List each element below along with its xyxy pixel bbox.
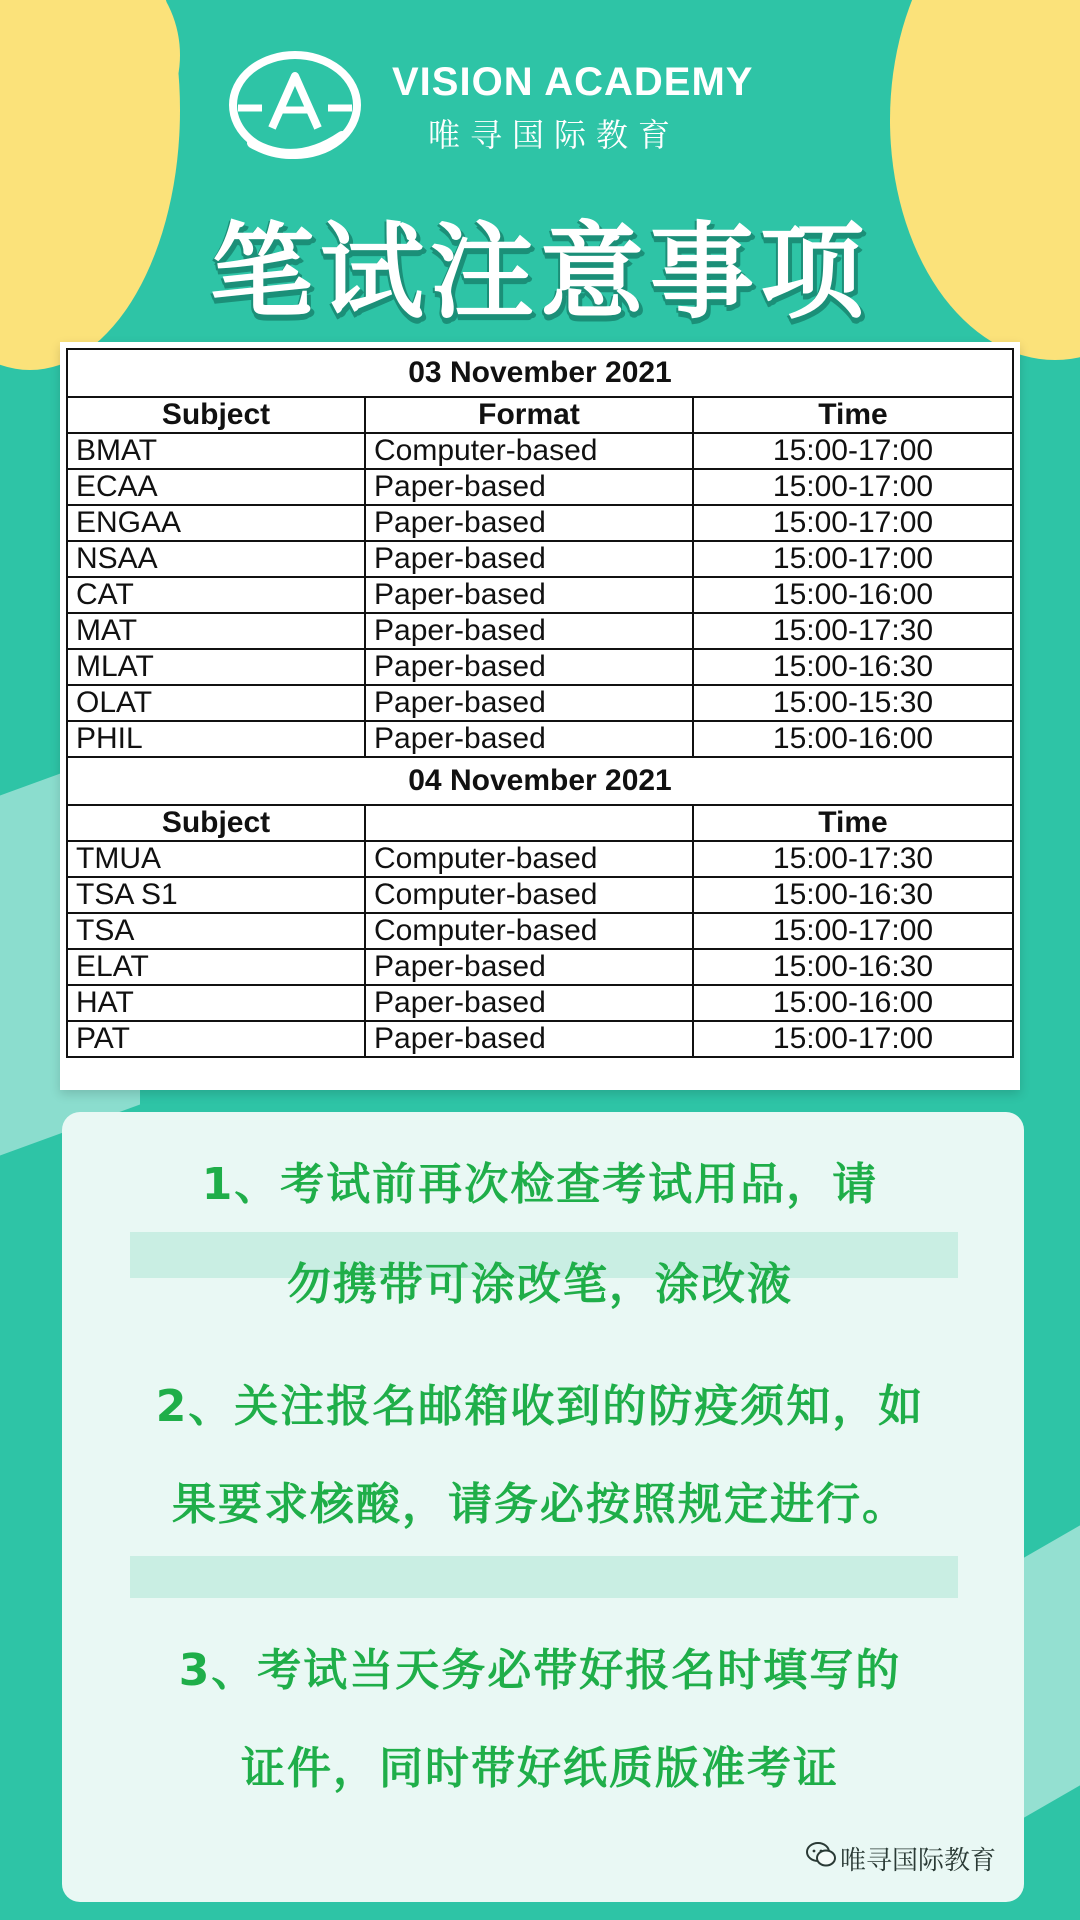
cell-subject: OLAT: [67, 685, 365, 721]
schedule-table-card: [60, 342, 1020, 1090]
cell-time: 15:00-17:30: [693, 841, 1013, 877]
note-3-line-2: 证件，同时带好纸质版准考证: [241, 1743, 839, 1794]
cell-time: 15:00-16:30: [693, 877, 1013, 913]
cell-time: 15:00-17:00: [693, 913, 1013, 949]
cell-format: Paper-based: [365, 1021, 693, 1057]
col-header-format: Format: [365, 397, 693, 433]
cell-subject: BMAT: [67, 433, 365, 469]
header-row: [67, 805, 1013, 841]
cell-subject: ELAT: [67, 949, 365, 985]
cell-time: 15:00-17:00: [693, 1021, 1013, 1057]
header-row: [67, 397, 1013, 433]
cell-subject: CAT: [67, 577, 365, 613]
table-row: [67, 985, 1013, 1021]
note-1-line-2: 勿携带可涂改笔，涂改液: [287, 1259, 793, 1310]
schedule-table: [66, 348, 1014, 1058]
cell-time: 15:00-16:00: [693, 577, 1013, 613]
col-header-format: [365, 805, 693, 841]
table-row: [67, 841, 1013, 877]
cell-time: 15:00-17:30: [693, 613, 1013, 649]
cell-format: Paper-based: [365, 577, 693, 613]
cell-format: Paper-based: [365, 949, 693, 985]
cell-format: Paper-based: [365, 505, 693, 541]
cell-format: Computer-based: [365, 877, 693, 913]
footer-account-name: 唯寻国际教育: [840, 1846, 997, 1876]
note-1-line-1: 1、考试前再次检查考试用品，请: [201, 1159, 879, 1210]
cell-time: 15:00-15:30: [693, 685, 1013, 721]
cell-format: Computer-based: [365, 841, 693, 877]
cell-format: Computer-based: [365, 433, 693, 469]
table-row: [67, 577, 1013, 613]
table-row: [67, 1021, 1013, 1057]
table-row: [67, 721, 1013, 757]
cell-subject: TMUA: [67, 841, 365, 877]
date-header: 04 November 2021: [67, 757, 1013, 805]
col-header-time: Time: [693, 397, 1013, 433]
table-row: [67, 949, 1013, 985]
cell-subject: MAT: [67, 613, 365, 649]
table-row: [67, 469, 1013, 505]
cell-time: 15:00-16:00: [693, 985, 1013, 1021]
cell-subject: TSA S1: [67, 877, 365, 913]
cell-subject: PHIL: [67, 721, 365, 757]
date-row: [67, 757, 1013, 805]
cell-subject: TSA: [67, 913, 365, 949]
table-row: [67, 877, 1013, 913]
table-row: [67, 433, 1013, 469]
cell-time: 15:00-16:00: [693, 721, 1013, 757]
vision-academy-logo-icon: [222, 48, 368, 162]
brand-name-en: VISION ACADEMY: [392, 60, 754, 104]
note-highlight-strip: [130, 1556, 958, 1598]
cell-subject: HAT: [67, 985, 365, 1021]
cell-subject: ENGAA: [67, 505, 365, 541]
note-2-line-2: 果要求核酸，请务必按照规定进行。: [172, 1479, 908, 1530]
cell-subject: NSAA: [67, 541, 365, 577]
cell-time: 15:00-17:00: [693, 433, 1013, 469]
cell-format: Paper-based: [365, 541, 693, 577]
cell-time: 15:00-16:30: [693, 649, 1013, 685]
cell-subject: MLAT: [67, 649, 365, 685]
cell-subject: PAT: [67, 1021, 365, 1057]
note-3-line-1: 3、考试当天务必带好报名时填写的: [178, 1645, 902, 1696]
table-row: [67, 685, 1013, 721]
cell-time: 15:00-17:00: [693, 469, 1013, 505]
cell-format: Paper-based: [365, 469, 693, 505]
cell-format: Paper-based: [365, 985, 693, 1021]
wechat-icon: [806, 1842, 836, 1868]
brand-name-cn: 唯寻国际教育: [428, 116, 681, 154]
date-row: [67, 349, 1013, 397]
col-header-subject: Subject: [67, 805, 365, 841]
date-header: 03 November 2021: [67, 349, 1013, 397]
table-row: [67, 649, 1013, 685]
col-header-time: Time: [693, 805, 1013, 841]
cell-format: Paper-based: [365, 649, 693, 685]
cell-time: 15:00-17:00: [693, 505, 1013, 541]
cell-format: Paper-based: [365, 685, 693, 721]
cell-time: 15:00-16:30: [693, 949, 1013, 985]
cell-format: Paper-based: [365, 721, 693, 757]
table-row: [67, 505, 1013, 541]
table-row: [67, 613, 1013, 649]
cell-format: Paper-based: [365, 613, 693, 649]
table-row: [67, 913, 1013, 949]
cell-subject: ECAA: [67, 469, 365, 505]
cell-format: Computer-based: [365, 913, 693, 949]
note-2-line-1: 2、关注报名邮箱收到的防疫须知，如: [155, 1381, 925, 1432]
table-row: [67, 541, 1013, 577]
col-header-subject: Subject: [67, 397, 365, 433]
page-title: 笔试注意事项: [209, 211, 870, 333]
cell-time: 15:00-17:00: [693, 541, 1013, 577]
